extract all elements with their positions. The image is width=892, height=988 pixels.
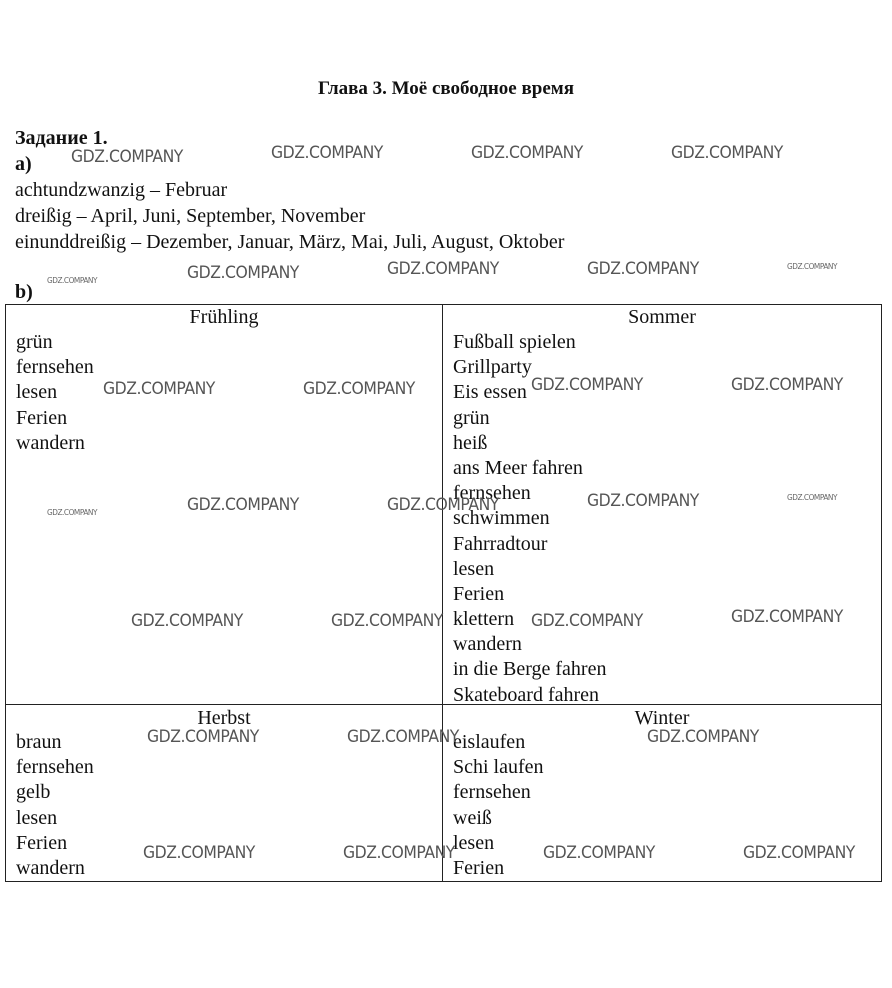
season-word: lesen <box>16 806 58 829</box>
watermark: GDZ.COMPANY <box>343 843 455 863</box>
season-word: eislaufen <box>453 731 526 753</box>
season-cell-autumn <box>6 705 443 881</box>
watermark: GDZ.COMPANY <box>471 143 583 163</box>
watermark: GDZ.COMPANY <box>71 147 183 167</box>
season-word: schwimmen <box>453 507 550 530</box>
watermark: GDZ.COMPANY <box>531 611 643 631</box>
season-word: fernsehen <box>453 482 531 505</box>
watermark: GDZ.COMPANY <box>671 143 783 163</box>
watermark: GDZ.COMPANY <box>787 262 837 271</box>
watermark: GDZ.COMPANY <box>743 843 855 863</box>
watermark: GDZ.COMPANY <box>143 843 255 863</box>
season-word: fernsehen <box>453 781 531 804</box>
season-word: Skateboard fahren <box>453 683 600 706</box>
season-word: heiß <box>453 431 488 454</box>
season-word: lesen <box>453 557 495 580</box>
watermark: GDZ.COMPANY <box>103 379 215 399</box>
season-word: lesen <box>16 381 58 404</box>
season-word: ans Meer fahren <box>453 456 583 479</box>
watermark: GDZ.COMPANY <box>47 508 97 517</box>
season-word-list <box>6 330 442 456</box>
season-word: weiß <box>453 806 492 829</box>
watermark: GDZ.COMPANY <box>587 259 699 279</box>
season-cell-summer <box>443 305 881 705</box>
watermark: GDZ.COMPANY <box>731 375 843 395</box>
season-word: fernsehen <box>16 356 94 379</box>
season-word: klettern <box>453 608 515 631</box>
watermark: GDZ.COMPANY <box>331 611 443 631</box>
season-heading: Winter <box>634 707 690 729</box>
season-word: Ferien <box>453 582 505 605</box>
season-table <box>5 304 882 882</box>
season-word: braun <box>16 731 62 753</box>
season-word: fernsehen <box>16 756 94 779</box>
season-word: Ferien <box>16 831 68 854</box>
part-a-lines <box>15 177 564 255</box>
season-word: Fußball spielen <box>453 331 576 353</box>
watermark: GDZ.COMPANY <box>387 495 499 515</box>
watermark: GDZ.COMPANY <box>131 611 243 631</box>
season-word: Fahrradtour <box>453 532 548 555</box>
season-heading: Sommer <box>628 306 696 328</box>
watermark: GDZ.COMPANY <box>347 727 459 747</box>
season-word: grün <box>453 406 490 429</box>
season-cell-spring <box>6 305 443 705</box>
season-word-list <box>443 330 881 708</box>
watermark: GDZ.COMPANY <box>47 276 97 285</box>
season-heading: Herbst <box>197 707 251 729</box>
season-word: Grillparty <box>453 356 532 379</box>
season-word: wandern <box>453 633 522 656</box>
watermark: GDZ.COMPANY <box>387 259 499 279</box>
watermark: GDZ.COMPANY <box>787 493 837 502</box>
season-word: Ferien <box>453 856 505 879</box>
chapter-title: Глава 3. Моё свободное время <box>318 78 574 99</box>
season-word: wandern <box>16 431 85 454</box>
watermark: GDZ.COMPANY <box>731 607 843 627</box>
watermark: GDZ.COMPANY <box>303 379 415 399</box>
watermark: GDZ.COMPANY <box>587 491 699 511</box>
watermark: GDZ.COMPANY <box>271 143 383 163</box>
watermark: GDZ.COMPANY <box>531 375 643 395</box>
season-cell-winter <box>443 705 881 881</box>
watermark: GDZ.COMPANY <box>187 495 299 515</box>
watermark: GDZ.COMPANY <box>647 727 759 747</box>
season-word: grün <box>16 331 53 353</box>
season-heading: Frühling <box>189 306 259 328</box>
month-line: achtundzwanzig – Februar <box>15 179 228 201</box>
season-word: gelb <box>16 781 51 804</box>
watermark: GDZ.COMPANY <box>147 727 259 747</box>
season-word: Schi laufen <box>453 756 544 779</box>
watermark: GDZ.COMPANY <box>187 263 299 283</box>
season-word-list <box>6 730 442 881</box>
task-title: Задание 1. <box>15 127 108 149</box>
season-word: wandern <box>16 856 85 879</box>
month-line: dreißig – April, Juni, September, November <box>15 205 366 227</box>
watermark: GDZ.COMPANY <box>543 843 655 863</box>
season-word: lesen <box>453 831 495 854</box>
month-line: einunddreißig – Dezember, Januar, März, Mai, Juli, August, Oktober <box>15 231 565 253</box>
part-a-label: a) <box>15 153 32 175</box>
season-word: Ferien <box>16 406 68 429</box>
season-word-list <box>443 730 881 881</box>
season-word: Eis essen <box>453 381 527 404</box>
season-word: in die Berge fahren <box>453 658 607 681</box>
part-b-label: b) <box>15 281 33 303</box>
